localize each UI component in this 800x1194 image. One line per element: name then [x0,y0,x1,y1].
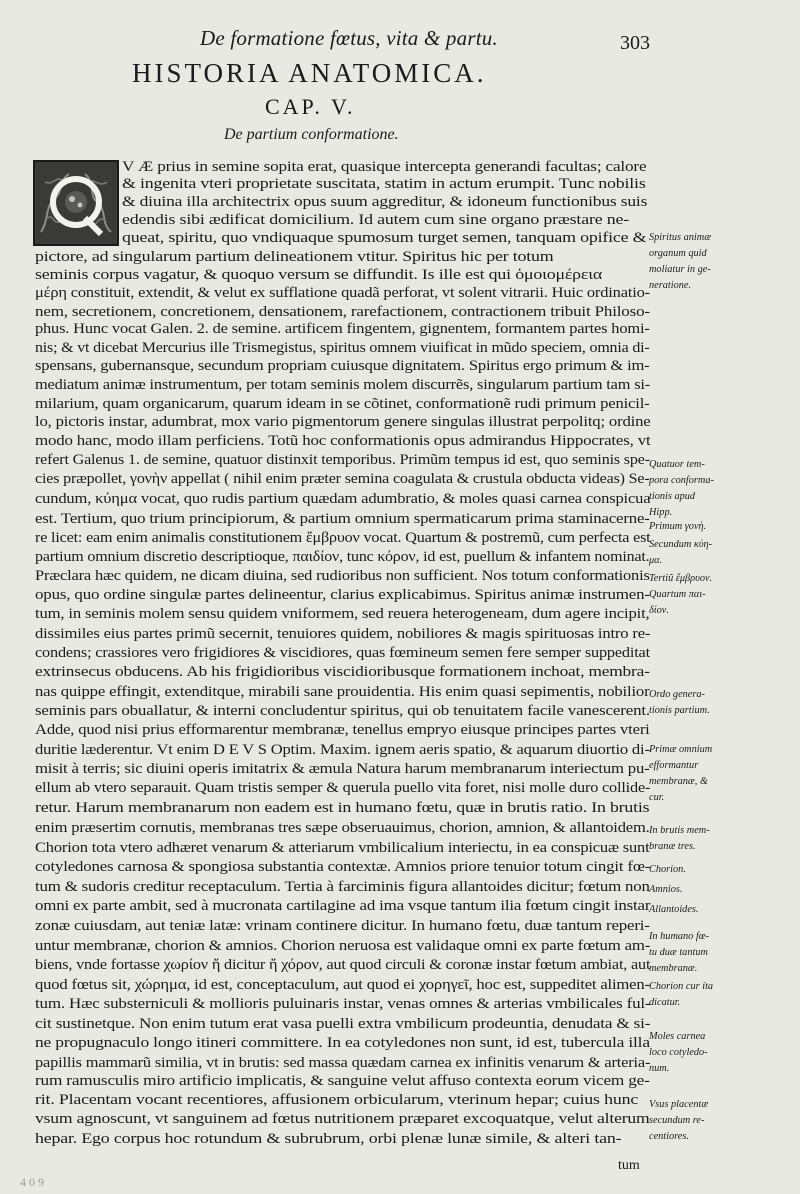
text-line: vsum agnoscunt, vt sanguinem ad fœtus nutritionem præparet excoquatque, velut alterum [35,1111,650,1127]
marginal-note: Chorion cur ita [649,981,714,992]
text-line: biens, vnde fortasse χωρίον ἤ dicitur ἤ χόρον, aut quod circuli & coronæ instar fœtum ambiat, aut [35,957,651,973]
marginal-note: Ordo genera- [649,689,705,700]
text-line: Chorion tota vtero adhæret venarum & atteriarum vmbilicalium interiectu, in ea conspicuæ sunt [35,840,650,856]
text-line: Præclara hæc quidem, ne dicam diuina, sed rudioribus non sufficient. Nos totum conformationis [35,568,650,584]
marginal-note: In brutis mem- [649,825,710,836]
text-line: spensans, gubernansque, secundum propriam cuiusque dignitatem. Spiritus ergo primum & im- [35,358,650,374]
text-line: rum ramusculis miro artificio implicatis, & sanguine velut affuso contexta eorum vicem ge- [35,1073,650,1089]
marginal-note: μα. [649,555,663,566]
text-line: condens; crassiores vero frigidiores & viscidiores, quas fœmineum semen fere semper suppeditat [35,645,650,661]
marginal-note: loco cotyledo- [649,1047,708,1058]
marginal-note: organum quid [649,248,707,259]
text-line: papillis mammarũ similia, vt in brutis: sed massa quædam carnea ex infinitis venarum & arteria- [35,1055,651,1071]
marginal-note: Tertiũ ἔμβρυον. [649,573,713,584]
marginal-note: tu duæ tantum [649,947,708,958]
marginal-note: Amnios. [649,884,683,895]
text-line: enim præsertim cornutis, membranas tres sæpe obseruauimus, chorion, amnion, & allantoidem. [35,820,650,836]
text-line: milarium, quam organicarum, quarum ideam in se cõtinet, conformationẽ rudi primum penicil- [35,396,650,412]
text-line: opus, quo ordine singulæ partes delineentur, clarius explicabimus. Spiritus animæ instrumen- [35,587,650,603]
text-line: tum & sudoris creditur receptaculum. Tertia à farciminis figura allantoides dicitur; fœtum non [35,879,650,895]
text-line: cundum, κύημα vocat, quo rudis partium quædam adumbratio, & moles quasi carnea conspicua [35,491,651,507]
text-line: partium omnium discretio descriptioque, παιδίον, tunc κόρον, id est, puellum & infantem nominat. [35,549,650,565]
text-line: ellum ab vtero separauit. Quam tristis semper & querula puello vita foret, nisi molle duro collide- [35,780,651,796]
marginal-note: Primæ omnium [649,744,713,755]
marginal-note: dicatur. [649,997,681,1008]
marginal-note: num. [649,1063,670,1074]
marginal-note: tionis partium. [649,705,710,716]
text-line: seminis corpus vagatur, & quoquo versum se diffundit. Is ille est qui ὁμοιομέρεια [35,267,603,283]
text-line: re licet: eam enim animalis constitutionem ἔμβρυον vocat. Quartum & postremũ, cum perfecta est [35,530,651,546]
text-line: μέρη constituit, extendit, & velut ex sufflatione quadã perforat, vt solent vitrarii. Huic ordinatio- [35,285,650,301]
text-line: zonæ cuiusdam, aut teniæ latæ: vrinam continere dicitur. In humano fœtu, duæ tantum reperi- [35,918,650,934]
text-line: misit à terris; sic diuini operis imitatrix & æmula Natura harum membranarum interiectum pu- [35,761,650,777]
text-line: dissimiles eius partes primũ secernit, tenuiores quidem, nobiliores & magis spirituosas intro re- [35,626,651,642]
marginal-note: Chorion. [649,864,686,875]
marginal-note: efformantur [649,760,699,771]
marginal-note: membranæ, & [649,776,708,787]
marginal-note: membranæ. [649,963,698,974]
marginal-note: Primum γονὴ. [649,521,707,532]
ornamental-initial-icon [33,160,119,246]
text-line: omni ex parte ambit, sed à mucronata cartilagine ad ima vsque tantum ilia fœtum cingit instar [35,898,651,914]
text-line: phus. Hunc vocat Galen. 2. de semine. artificem fingentem, gignentem, formantem partes homi- [35,321,650,337]
running-head [0,26,800,56]
text-line: cies præpollet, γονὴν appellat ( nihil enim præter semina coagulata & crustula obducta videas) Se- [35,471,650,487]
text-line: cit sustinetque. Non enim tutum erat vasa puelli extra vmbilicum prodeuntia, denudata & si- [35,1016,651,1032]
marginal-note: centiores. [649,1131,689,1142]
marginal-note: pora conforma- [649,475,714,486]
marginal-note: secundum re- [649,1115,705,1126]
text-line: untur membranæ, chorion & amnios. Chorion neruosa est validaque omni ex parte fœtum am- [35,938,651,954]
page-number: 303 [620,32,650,54]
marginal-note: cur. [649,792,665,803]
text-line: mediatum animæ instrumentum, per totam seminis molem discurrẽs, singularum partium tam si- [35,377,651,393]
text-line: quod fœtus sit, χώρημα, id est, conceptaculum, aut quod ei χορηγεῖ, hoc est, suppeditet alimen- [35,977,650,993]
marginal-note: moliatur in ge- [649,264,711,275]
text-line: & diuina illa architectrix opus suum aggreditur, & idoneum functionibus suis [122,194,648,210]
book-title: HISTORIA ANATOMICA. [132,58,487,88]
marginal-note: Secundum κύη- [649,539,713,550]
marginal-note: Allantoides. [649,904,699,915]
text-line: Adde, quod nisi prius efformarentur membranæ, tenellus empryo eiusque principes partes vteri [35,722,650,738]
marginal-note: Moles carnea [649,1031,706,1042]
catchword: tum [618,1158,640,1173]
text-line: lo, pictoris instar, adumbrat, mox vario pigmentorum genere singulas illustrat perpolitq; ordine [35,414,651,430]
marginal-note: Quatuor tem- [649,459,705,470]
text-line: edendis sibi ædificat domicilium. Id autem cum sine organo præstare ne- [122,212,629,228]
marginal-note: δίον. [649,605,669,616]
text-line: est. Tertium, quo trium principiorum, & partium omnium spermaticarum prima staminacerne- [35,511,650,527]
text-line: duritie læderentur. Vt enim D E V S Optim. Maxim. ignem aeris spatio, & aquarum diuortio di- [35,742,650,758]
running-title: De formatione fœtus, vita & partu. [200,26,498,50]
text-line: nis; & vt dicebat Mercurius ille Trismegistus, spiritus omnem viuificat in mũdo speciem, omnia di- [35,340,650,356]
text-line: & ingenita vteri proprietate suscitata, statim in actum erumpit. Tunc nobilis [122,176,646,192]
text-line: ne propugnaculo longo itineri committere. In ea cotyledones non sunt, id est, tubercula illa [35,1035,650,1051]
section-title: De partium conformatione. [224,126,399,143]
marginal-note: neratione. [649,280,692,291]
marginal-note: Vsus placentæ [649,1099,709,1110]
marginal-note: tionis apud [649,491,696,502]
text-line: retur. Harum membranarum non eadem est in humano fœtu, quæ in brutis ratio. In brutis [35,800,650,816]
text-line: seminis pars obuallatur, & interni concludentur spiritus, qui ob tenuitatem facile vanescerent. [35,703,650,719]
text-line: refert Galenus 1. de semine, quatuor distinxit temporibus. Primũm tempus id est, quo seminis spe- [35,452,650,468]
text-line: rit. Placentam vocant recentiores, affusionem orbicularum, vterinum hepar; cuius hunc [35,1092,639,1108]
bottom-mark: 4 0 9 [20,1175,44,1189]
marginal-note: branæ tres. [649,841,696,852]
text-line: modo hanc, modo illam perficiens. Totũ hoc conformationis opus admirandus Hippocrates, vt [35,433,651,449]
text-line: hepar. Ego corpus hoc rotundum & subrubrum, orbi plenæ lunæ simile, & alteri tan- [35,1131,622,1147]
marginal-note: In humano fœ- [649,931,710,942]
text-line: V Æ prius in semine sopita erat, quasique intercepta generandi facultas; calore [122,159,647,175]
text-line: nas quippe effingit, extenditque, mirabili sane prouidentia. His enim quasi sepimentis, nobilior [35,684,650,700]
text-line: tum. Hæc substerniculi & mollioris puluinaris instar, venas omnes & arterias vmbilicales ful- [35,996,651,1012]
text-line: pictore, ad singularum partium delineationem vtitur. Spiritus hic per totum [35,249,554,265]
text-line: queat, spiritu, quo vndiquaque spumosum turget semen, tanquam opifice & [122,230,647,246]
marginal-note: Quartum παι- [649,589,706,600]
chapter-heading: CAP. V. [265,94,356,119]
text-line: tum, in seminis molem sensu quidem vniformem, sed reuera heterogeneam, dum agere incipit, [35,606,650,622]
text-line: cotyledones carnosa & spongiosa substantia contextæ. Amnios priore tenuior totum cingit fœ- [35,859,651,875]
marginal-note: Hipp. [649,507,673,518]
marginal-note: Spiritus animæ [649,232,712,243]
text-line: extrinsecus obducens. Ab his frigidioribus viscidioribusque formationem inchoat, membra- [35,664,650,680]
text-line: nem, secretionem, concretionem, densationem, rarefactionem, contractionem tribuit Philoso- [35,304,650,320]
